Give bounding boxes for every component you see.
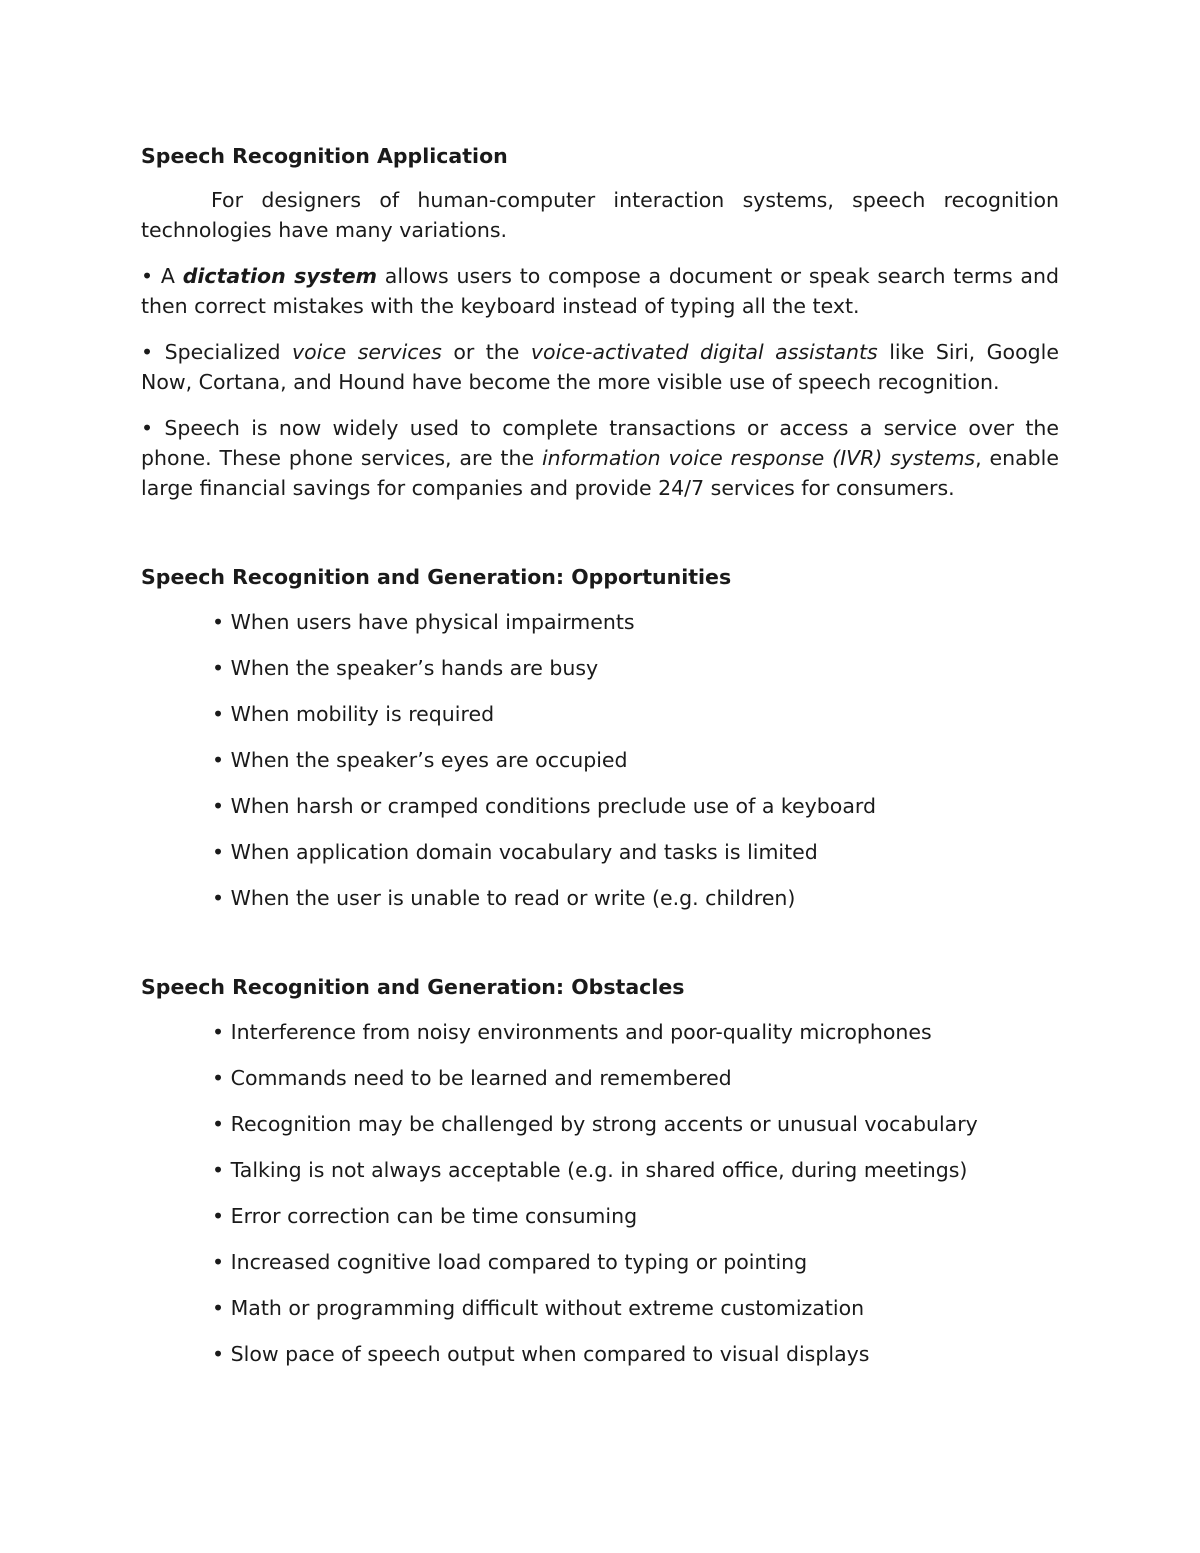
intro-paragraph: For designers of human-computer interaction systems, speech recognition technologies have many variations.: [141, 188, 1059, 242]
paragraph-voice-services: • Specialized voice services or the voice-activated digital assistants like Siri, Google Now, Cortana, and Hound have become the more visible use of speech recognition.: [141, 340, 1059, 394]
list-item: • Interference from noisy environments and poor-quality microphones: [212, 1020, 932, 1044]
term-voice-services: voice services: [292, 340, 442, 364]
document-page: [141, 140, 1059, 1369]
list-item: • When the user is unable to read or write (e.g. children): [212, 886, 796, 910]
list-item: • When the speaker’s eyes are occupied: [212, 748, 628, 772]
section-heading-application: Speech Recognition Application: [141, 144, 508, 168]
list-item: • Increased cognitive load compared to typing or pointing: [212, 1250, 808, 1274]
list-item: • When the speaker’s hands are busy: [212, 656, 599, 680]
opportunities-list: [141, 607, 1059, 913]
section-heading-opportunities: Speech Recognition and Generation: Opportunities: [141, 565, 732, 589]
list-item: • Math or programming difficult without extreme customization: [212, 1296, 865, 1320]
bullet: •: [141, 264, 154, 288]
term-dictation-system: dictation system: [182, 264, 377, 288]
list-item: • Error correction can be time consuming: [212, 1204, 638, 1228]
obstacles-list: [141, 1017, 1059, 1369]
list-item: • When application domain vocabulary and tasks is limited: [212, 840, 818, 864]
bullet: •: [141, 340, 154, 364]
section-heading-obstacles: Speech Recognition and Generation: Obstacles: [141, 975, 685, 999]
list-item: • Talking is not always acceptable (e.g. in shared office, during meetings): [212, 1158, 968, 1182]
list-item: • When users have physical impairments: [212, 610, 635, 634]
list-item: • Recognition may be challenged by strong accents or unusual vocabulary: [212, 1112, 978, 1136]
list-item: • When harsh or cramped conditions preclude use of a keyboard: [212, 794, 876, 818]
bullet: •: [141, 416, 154, 440]
paragraph-ivr: • Speech is now widely used to complete transactions or access a service over the phone. These phone services, are the information voice response (IVR) systems, enable large financial savings for companies and provide 24/7 services for consumers.: [141, 416, 1059, 500]
paragraph-dictation: • A dictation system allows users to compose a document or speak search terms and then correct mistakes with the keyboard instead of typing all the text.: [141, 264, 1059, 318]
list-item: • Commands need to be learned and remembered: [212, 1066, 732, 1090]
list-item: • When mobility is required: [212, 702, 495, 726]
term-digital-assistants: voice-activated digital assistants: [530, 340, 878, 364]
list-item: • Slow pace of speech output when compared to visual displays: [212, 1342, 870, 1366]
term-ivr-systems: information voice response (IVR) systems: [541, 446, 976, 470]
